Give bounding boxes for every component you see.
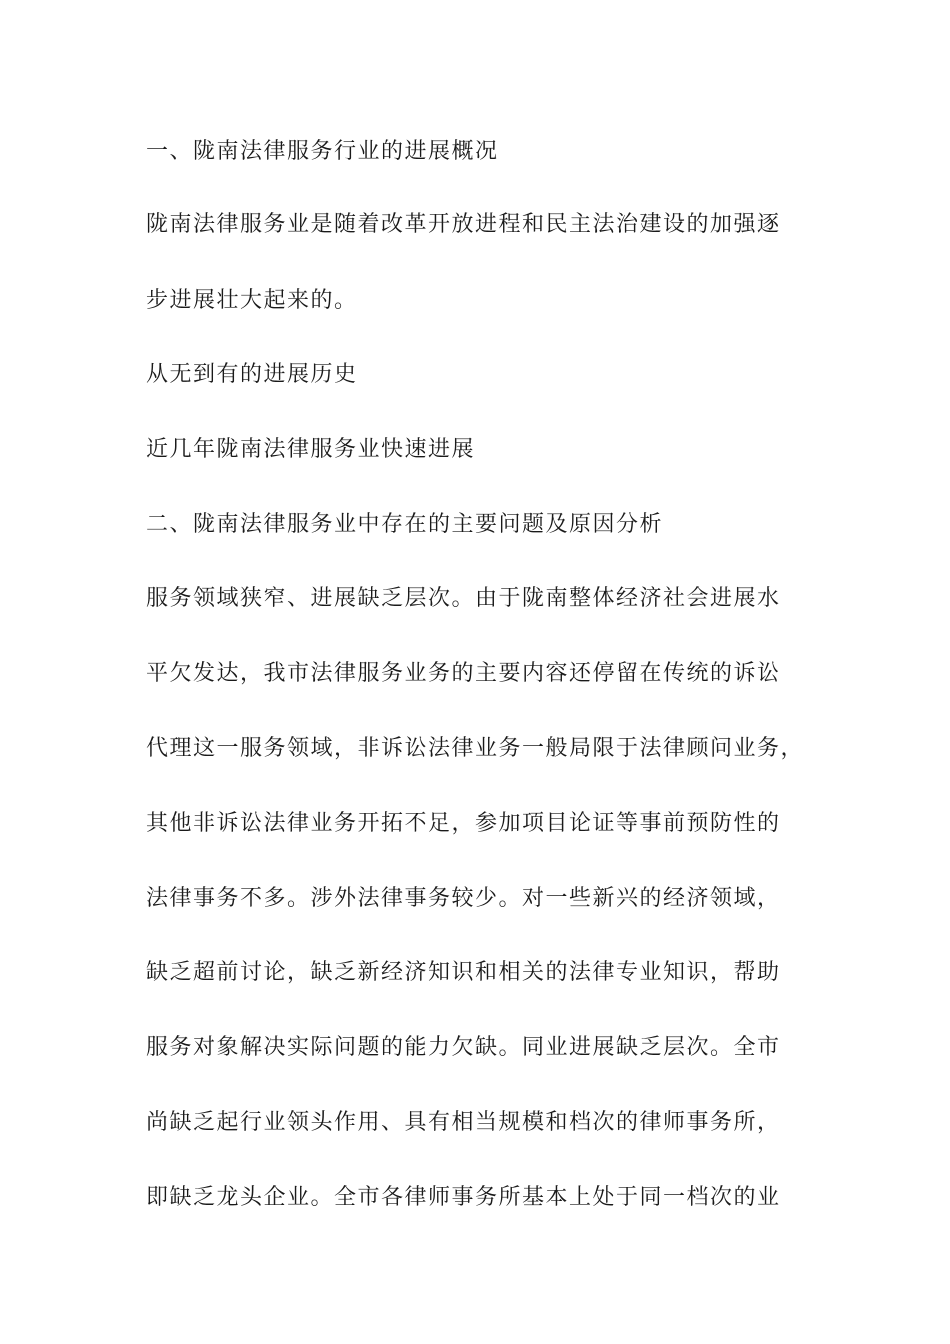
paragraph-line: 法律事务不多。涉外法律事务较少。对一些新兴的经济领域， bbox=[146, 886, 781, 911]
paragraph-line: 服务对象解决实际问题的能力欠缺。同业进展缺乏层次。全市 bbox=[146, 1035, 781, 1060]
paragraph-line: 陇南法律服务业是随着改革开放进程和民主法治建设的加强逐 bbox=[146, 212, 781, 237]
subheading-line: 近几年陇南法律服务业快速进展 bbox=[146, 437, 476, 462]
paragraph-line: 尚缺乏起行业领头作用、具有相当规模和档次的律师事务所， bbox=[146, 1110, 781, 1135]
paragraph-line: 平欠发达，我市法律服务业务的主要内容还停留在传统的诉讼 bbox=[146, 661, 781, 686]
paragraph-line: 步进展壮大起来的。 bbox=[146, 288, 358, 313]
paragraph-line: 代理这一服务领域，非诉讼法律业务一般局限于法律顾问业务， bbox=[146, 736, 805, 761]
paragraph-line: 服务领域狭窄、进展缺乏层次。由于陇南整体经济社会进展水 bbox=[146, 586, 781, 611]
section-heading-1: 一、陇南法律服务行业的进展概况 bbox=[146, 139, 499, 164]
section-heading-2: 二、陇南法律服务业中存在的主要问题及原因分析 bbox=[146, 512, 664, 537]
paragraph-line: 即缺乏龙头企业。全市各律师事务所基本上处于同一档次的业 bbox=[146, 1185, 781, 1210]
paragraph-line: 缺乏超前讨论，缺乏新经济知识和相关的法律专业知识，帮助 bbox=[146, 960, 781, 985]
subheading-line: 从无到有的进展历史 bbox=[146, 362, 358, 387]
paragraph-line: 其他非诉讼法律业务开拓不足，参加项目论证等事前预防性的 bbox=[146, 811, 781, 836]
